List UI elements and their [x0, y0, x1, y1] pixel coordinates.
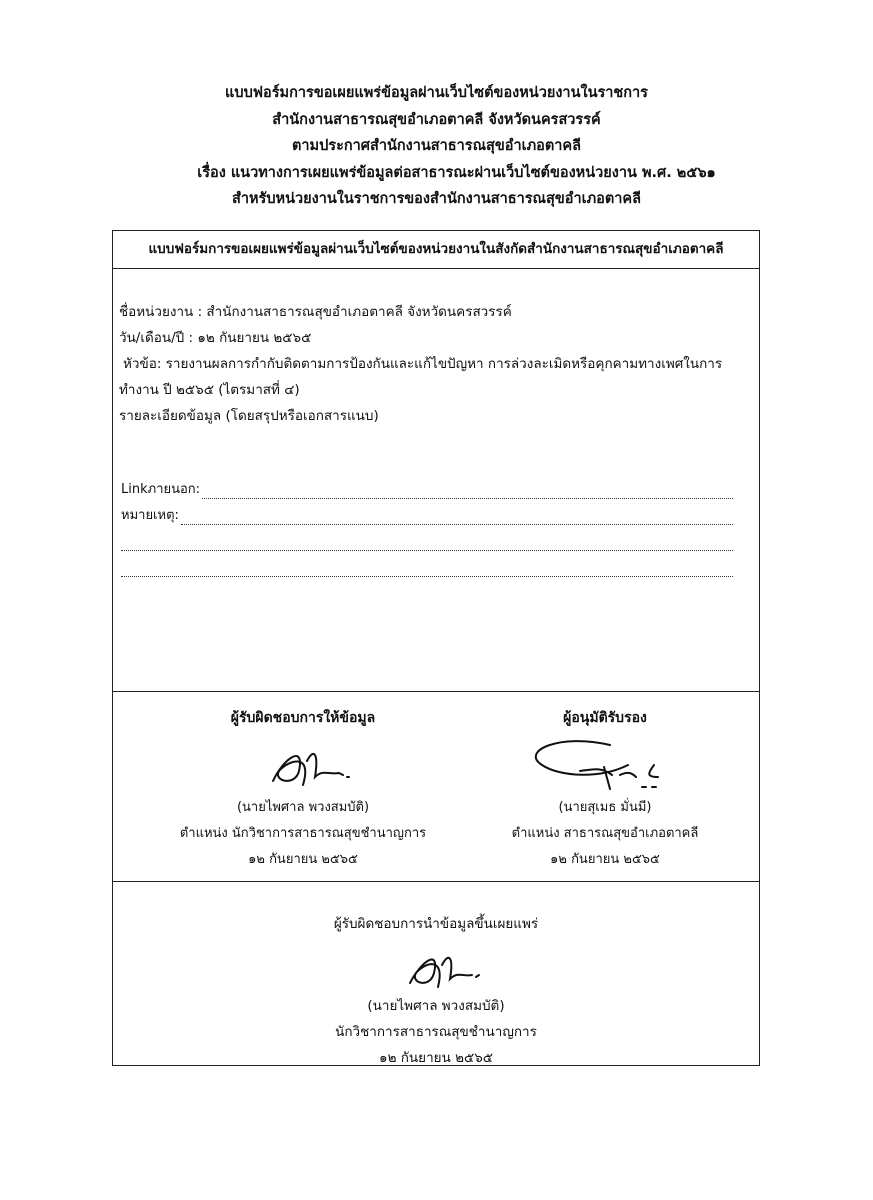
external-link-label: Linkภายนอก: [121, 482, 201, 497]
publisher-position: นักวิชาการสาธารณสุขชำนาญการ [335, 1024, 537, 1040]
topic-field: หัวข้อ: รายงานผลการกำกับติดตามการป้องกันและแก้ไขปัญหา การล่วงละเมิดหรือคุกคามทางเพศในการ [123, 356, 723, 372]
section-divider [113, 691, 759, 692]
provider-signature-image [243, 731, 363, 795]
header-subject-line: เรื่อง แนวทางการเผยแพร่ข้อมูลต่อสาธารณะผ่านเว็บไซต์ของหน่วยงาน พ.ศ. ๒๕๖๑ [197, 164, 716, 181]
external-link-line [121, 481, 733, 499]
publisher-heading: ผู้รับผิดชอบการนำข้อมูลขึ้นเผยแพร่ [333, 916, 539, 932]
publisher-signature-image [376, 937, 496, 993]
approver-position: ตำแหน่ง สาธารณสุขอำเภอตาคลี [511, 826, 699, 841]
header-office-line: สำนักงานสาธารณสุขอำเภอตาคลี จังหวัดนครสวรรค์ [272, 111, 601, 128]
agency-field: ชื่อหน่วยงาน : สำนักงานสาธารณสุขอำเภอตาคลี จังหวัดนครสวรรค์ [119, 304, 512, 320]
approver-date: ๑๒ กันยายน ๒๕๖๕ [550, 852, 660, 867]
topic-field-continued: ทำงาน ปี ๒๕๖๕ (ไตรมาสที่ ๔) [119, 382, 300, 398]
blank-dotted-line [121, 533, 733, 551]
provider-heading: ผู้รับผิดชอบการให้ข้อมูล [230, 710, 376, 726]
form-title: แบบฟอร์มการขอเผยแพร่ข้อมูลผ่านเว็บไซต์ของหน่วยงานในสังกัดสำนักงานสาธารณสุขอำเภอตาคลี [113, 231, 759, 269]
document-header [0, 80, 873, 213]
dotted-fill [121, 564, 733, 577]
dotted-fill [121, 538, 733, 551]
date-field: วัน/เดือน/ปี : ๑๒ กันยายน ๒๕๖๕ [119, 330, 312, 346]
header-announcement-line: ตามประกาศสำนักงานสาธารณสุขอำเภอตาคลี [291, 138, 582, 154]
header-scope-line: สำหรับหน่วยงานในราชการของสำนักงานสาธารณสุขอำเภอตาคลี [232, 191, 641, 207]
provider-name: (นายไพศาล พวงสมบัติ) [236, 800, 370, 815]
publisher-signature-block [113, 911, 759, 1071]
provider-signature-block [173, 705, 433, 873]
provider-date: ๑๒ กันยายน ๒๕๖๕ [248, 852, 358, 867]
header-title-line: แบบฟอร์มการขอเผยแพร่ข้อมูลผ่านเว็บไซต์ของหน่วยงานในราชการ [225, 85, 648, 101]
publisher-name: (นายไพศาล พวงสมบัติ) [367, 998, 505, 1014]
remark-line [121, 507, 733, 525]
dotted-fill [202, 486, 733, 499]
approver-name: (นายสุเมธ มั่นมี) [558, 800, 652, 815]
form-frame [112, 230, 760, 1066]
details-field: รายละเอียดข้อมูล (โดยสรุปหรือเอกสารแนบ) [119, 408, 379, 424]
approver-signature-block [475, 705, 735, 873]
dotted-fill [181, 512, 733, 525]
form-info [119, 299, 755, 429]
approver-heading: ผู้อนุมัติรับรอง [563, 710, 647, 726]
approver-signature-image [520, 731, 690, 795]
publisher-date: ๑๒ กันยายน ๒๕๖๕ [379, 1050, 493, 1066]
provider-position: ตำแหน่ง นักวิชาการสาธารณสุขชำนาญการ [179, 826, 427, 841]
section-divider [113, 881, 759, 882]
remark-label: หมายเหตุ: [121, 508, 179, 523]
blank-dotted-line [121, 559, 733, 577]
